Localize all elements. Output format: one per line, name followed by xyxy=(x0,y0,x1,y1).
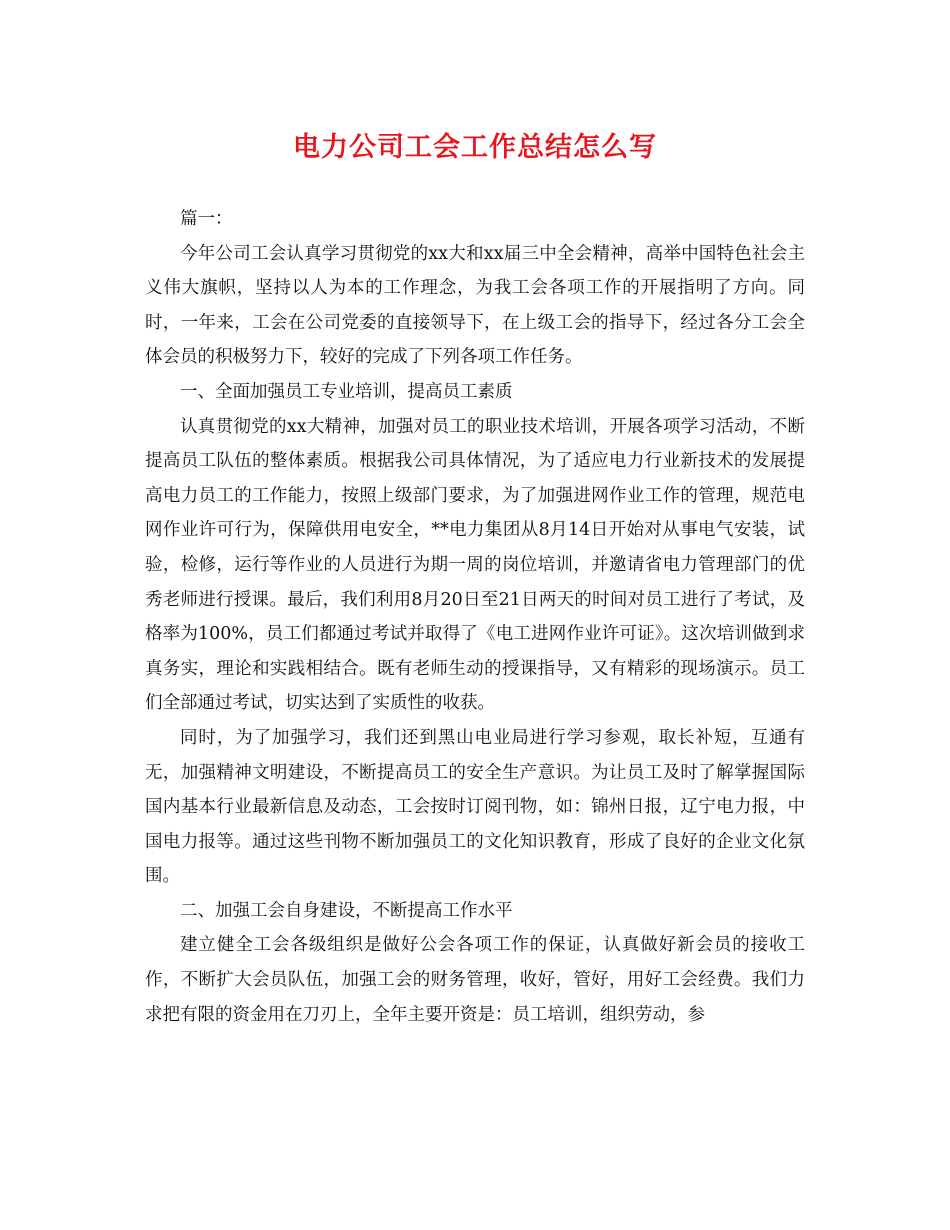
document-body xyxy=(145,202,805,1032)
paragraph-section-label: 篇一： xyxy=(180,209,233,229)
paragraph-training: 认真贯彻党的xx大精神，加强对员工的职业技术培训，开展各项学习活动，不断提高员工队伍的整体素质。根据我公司具体情况，为了适应电力行业新技术的发展提高电力员工的工作能力，按照上级部门要求，为了加强进网作业工作的管理，规范电网作业许可行为，保障供用电安全，**电力集团从8月14日开始对从事电气安装，试验，检修，运行等作业的人员进行为期一周的岗位培训，并邀请省电力管理部门的优秀老师进行授课。最后，我们利用8月20日至21日两天的时间对员工进行了考试，及格率为100%，员工们都通过考试并取得了《电工进网作业许可证》。这次培训做到求真务实，理论和实践相结合。既有老师生动的授课指导，又有精彩的现场演示。员工们全部通过考试，切实达到了实质性的收获。 xyxy=(145,416,805,714)
heading-section-2: 二、加强工会自身建设，不断提高工作水平 xyxy=(180,900,513,921)
paragraph-learning: 同时，为了加强学习，我们还到黑山电业局进行学习参观，取长补短，互通有无，加强精神文明建设，不断提高员工的安全生产意识。为让员工及时了解掌握国际国内基本行业最新信息及动态，工会按时订阅刊物，如：锦州日报，辽宁电力报，中国电力报等。通过这些刊物不断加强员工的文化知识教育，形成了良好的企业文化氛围。 xyxy=(145,727,805,887)
page-title: 电力公司工会工作总结怎么写 xyxy=(293,132,657,163)
heading-section-1: 一、全面加强员工专业培训，提高员工素质 xyxy=(180,381,513,402)
paragraph-intro: 今年公司工会认真学习贯彻党的xx大和xx届三中全会精神，高举中国特色社会主义伟大旗帜，坚持以人为本的工作理念，为我工会各项工作的开展指明了方向。同时，一年来，工会在公司党委的直接领导下，在上级工会的指导下，经过各分工会全体会员的积极努力下，较好的完成了下列各项工作任务。 xyxy=(145,243,805,368)
paragraph-union-building: 建立健全工会各级组织是做好公会各项工作的保证，认真做好新会员的接收工作，不断扩大会员队伍，加强工会的财务管理，收好，管好，用好工会经费。我们力求把有限的资金用在刀刃上，全年主要开资是：员工培训，组织劳动，参 xyxy=(145,935,805,1025)
